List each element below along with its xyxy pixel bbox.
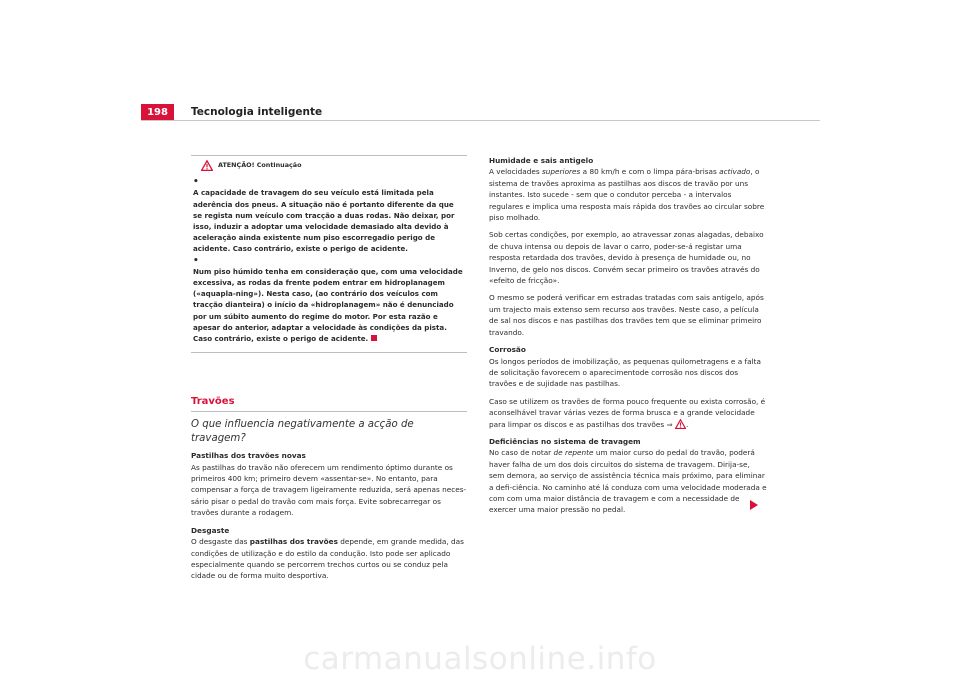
page-title: Tecnologia inteligente bbox=[191, 106, 323, 118]
heading-new-pads: Pastilhas dos travões novas bbox=[191, 451, 306, 461]
paragraph-corrosion-2: Caso se utilizem os travões de forma pouco frequente ou exista corrosão, é aconselhável travar várias vezes de forma brusca e a grande velocidade para limpar os discos e as pastilhas dos travões ⇒ . bbox=[489, 396, 766, 429]
warning-header bbox=[193, 160, 465, 171]
warning-triangle-icon bbox=[675, 419, 686, 429]
section-subtitle: O que influencia negativamente a acção de travagem? bbox=[191, 419, 414, 445]
page-number: 198 bbox=[141, 104, 174, 121]
section-title: Travões bbox=[191, 395, 467, 412]
bullet-icon: • bbox=[193, 255, 199, 266]
warning-bullet-1: • A capacidade de travagem do seu veículo está limitada pela aderência dos pneus. A situação não é portanto diferente da que se regista num veículo com tracção a duas rodas. Não deixar, por isso, induzir a adoptar uma velocidade demasiado alta devido à aceleração ainda existente num piso escorregadio perigo de acidente. Caso contrário, existe o perigo de acidente. bbox=[193, 177, 455, 254]
paragraph-wear: O desgaste das pastilhas dos travões depende, em grande medida, das condições de utilização e do estilo da condução. Isto pode ser aplicado especialmente quando se percorrem trechos curtos ou se conduz pela cidade ou de forma muito desportiva. bbox=[191, 537, 464, 581]
next-page-arrow-icon[interactable] bbox=[750, 500, 758, 510]
heading-brake-failure: Deficiências no sistema de travagem bbox=[489, 436, 641, 446]
warning-title: ATENÇÃO! Continuação bbox=[218, 161, 302, 169]
bullet-icon: • bbox=[193, 177, 199, 188]
paragraph-humidity-3: O mesmo se poderá verificar em estradas tratadas com sais antigelo, após um trajecto mais extenso sem recurso aos travões. Neste caso, a película de sal nos discos e nas pastilhas dos travões tem que se eliminar primeiro travando. bbox=[489, 293, 764, 337]
warning-triangle-icon bbox=[201, 160, 213, 171]
right-column bbox=[489, 155, 767, 516]
paragraph-corrosion-1: Os longos períodos de imobilização, as pequenas quilometragens e a falta de solicitação favorecem o aparecimentode corrosão nos discos dos travões e de sujidade nas pastilhas. bbox=[489, 356, 761, 389]
left-column bbox=[191, 155, 467, 582]
warning-bullet-2: • Num piso húmido tenha em consideração que, com uma velocidade excessiva, as rodas da frente podem entrar em hidroplanagem («aquapla-ning»). Nesta caso, (ao contrário dos veículos com tracção dianteira) o início da «hidroplanagem» não é denunciado por um súbito aumento do regime do motor. Por esta razão e apesar do anterior, adaptar a velocidade às condições da pista. Caso contrário, existe o perigo de acidente. bbox=[193, 255, 463, 344]
section-end-icon bbox=[371, 335, 377, 341]
paragraph-humidity-1: A velocidades superiores a 80 km/h e com o limpa pára-brisas activado, o sistema de travões aproxima as pastilhas aos discos de travão por uns instantes. Isto sucede - sem que o condutor perceba - a intervalos regulares e implica uma resposta mais rápida dos travões ao circular sobre piso molhado. bbox=[489, 167, 765, 223]
heading-wear: Desgaste bbox=[191, 525, 230, 535]
heading-humidity: Humidade e sais antigelo bbox=[489, 156, 594, 165]
watermark: carmanualsonline.info bbox=[303, 641, 657, 677]
header-divider bbox=[141, 120, 820, 121]
paragraph-brake-failure: No caso de notar de repente um maior curso do pedal do travão, poderá haver falha de um dos dois circuitos do sistema de travagem. Dirija-se, sem demora, ao serviço de assistência técnica mais próximo, para eliminar a defi-ciência. No caminho até lá conduza com uma velocidade moderada e com com uma maior distância de travagem e com a necessidade de exercer uma maior pressão no pedal. bbox=[489, 448, 767, 515]
warning-box bbox=[191, 155, 467, 353]
paragraph-humidity-2: Sob certas condições, por exemplo, ao atravessar zonas alagadas, debaixo de chuva intensa ou depois de lavar o carro, poder-se-á registar uma resposta retardada dos travões, devido à presença de humidade ou, no Inverno, de gelo nos discos. Convém secar primeiro os travões através do «efeito de fricção». bbox=[489, 230, 764, 286]
heading-corrosion: Corrosão bbox=[489, 345, 526, 355]
paragraph-new-pads: As pastilhas do travão não oferecem um rendimento óptimo durante os primeiros 400 km; primeiro devem «assentar-se». No entanto, para compensar a força de travagem ligeiramente reduzida, será apenas neces-sário pisar o pedal do travão com mais força. Evite sobrecarregar os travões durante a rodagem. bbox=[191, 462, 467, 518]
